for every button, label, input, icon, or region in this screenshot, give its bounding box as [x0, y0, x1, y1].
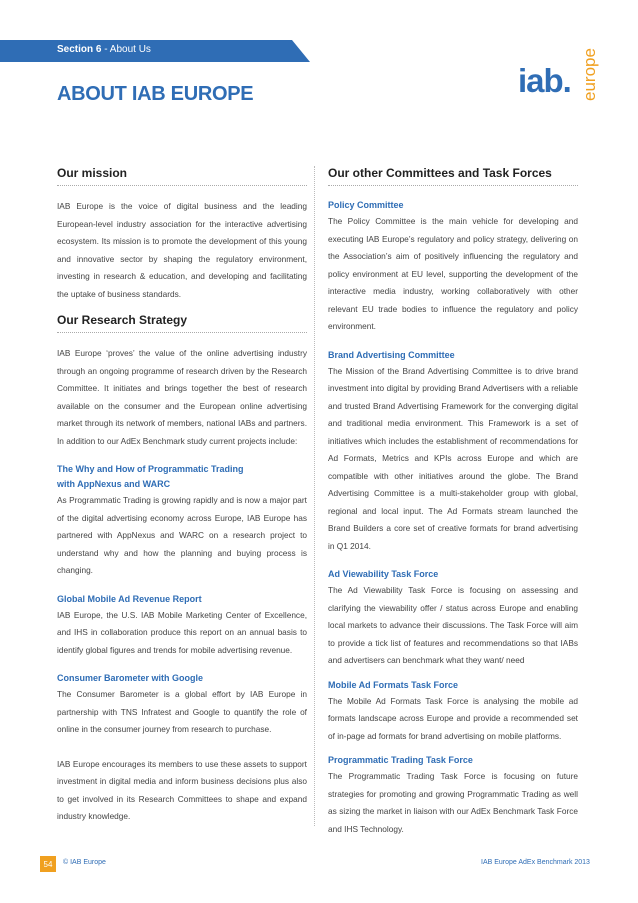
right-column — [328, 166, 578, 838]
committee-title: Ad Viewability Task Force — [328, 569, 439, 579]
research-project — [57, 462, 307, 580]
committee-item — [328, 678, 578, 746]
research-project — [57, 671, 307, 739]
footer-copyright: © IAB Europe — [63, 859, 106, 866]
committee-text: The Policy Committee is the main vehicle for developing and executing IAB Europe’s regulatory and policy strategy, delivering on the Association’s aim of positively influencing the regulatory and policy environment at EU level, supporting the development of the interactive media industry, working collaboratively with other relevant EU trade bodies to influence the regulatory and policy environment. — [328, 216, 578, 331]
section-bar — [0, 40, 310, 62]
section-label — [57, 44, 151, 55]
project-text: IAB Europe, the U.S. IAB Mobile Marketing Center of Excellence, and IHS in collaboration produce this report on an annual basis to identify global figures and trends for mobile advertising revenue. — [57, 609, 307, 655]
research-project — [57, 592, 307, 660]
committees-heading: Our other Committees and Task Forces — [328, 166, 578, 186]
committee-text: The Mobile Ad Formats Task Force is analysing the mobile ad formats landscape across Europe and provide a recommended set of in-page ad formats for brand advertising on mobile platforms. — [328, 695, 578, 741]
page-number: 54 — [40, 856, 56, 872]
project-text: The Consumer Barometer is a global effort by IAB Europe in partnership with TNS Infratest and Google to quantify the role of online in the consumer journey from research to purchase. — [57, 689, 307, 734]
left-column — [57, 166, 307, 826]
committee-text: The Ad Viewability Task Force is focusing on assessing and clarifying the viewability offer / status across Europe and enabling local markets to advance their discussions. The Task Force will aim to provide a tick list of features and recommendations so that IABs and advertisers can benchmark what they want/ need — [328, 585, 578, 665]
footer-publication: IAB Europe AdEx Benchmark 2013 — [481, 859, 590, 866]
section-number: Section 6 — [57, 44, 102, 55]
mission-heading: Our mission — [57, 166, 307, 186]
committee-item — [328, 567, 578, 670]
committee-text: The Programmatic Trading Task Force is focusing on future strategies for promoting and growing Programmatic Trading as well as sizing the market in liaison with our AdEx Benchmark Task Force and IHS Technology. — [328, 771, 578, 834]
committee-item — [328, 753, 578, 838]
committee-title: Policy Committee — [328, 200, 404, 210]
column-divider — [314, 166, 315, 826]
iab-europe-logo — [517, 36, 599, 102]
page-title: ABOUT IAB EUROPE — [57, 83, 254, 105]
project-title: Global Mobile Ad Revenue Report — [57, 593, 202, 604]
committee-text: The Mission of the Brand Advertising Committee is to drive brand investment into digital by providing Brand Advertisers with a reliable and trusted Brand Advertising Framework for the converging digital and traditional media environment. This Framework is a set of initiatives which includes the establishment of recommendations for Ad Formats, Metrics and KPIs across Europe and which are compatible with other initiatives around the globe. The Brand Advertising Committee is a multi-stakeholder group with global, regional and local input. The Ad Formats stream launched the Brand Builders a core set of creative formats for brand advertising in Q1 2014. — [328, 365, 578, 551]
committee-item — [328, 348, 578, 556]
strategy-text: IAB Europe ‘proves’ the value of the online advertising industry through an ongoing programme of research driven by the Research Committee. It initiates and brings together the best of research available on the consumer and the European online advertising market through its network of members, national IABs and partners. In addition to our AdEx Benchmark study current projects include: — [57, 348, 307, 446]
logo-europe-text: europe — [580, 48, 599, 101]
committee-title: Mobile Ad Formats Task Force — [328, 679, 459, 690]
project-title: Consumer Barometer with Google — [57, 673, 204, 683]
project-title: The Why and How of Programmatic Trading — [57, 464, 244, 474]
logo-iab-text: iab. — [518, 62, 571, 99]
project-title-line2: with AppNexus and WARC — [57, 479, 171, 489]
committee-title: Programmatic Trading Task Force — [328, 755, 473, 765]
committee-item — [328, 198, 578, 336]
committee-title: Brand Advertising Committee — [328, 349, 455, 360]
mission-text: IAB Europe is the voice of digital business and the leading European-level industry association for the interactive advertising ecosystem. Its mission is to promote the development of this young and innovative sector by shaping the regulatory environment, investing in research & education, and developing and facilitating the uptake of business standards. — [57, 201, 307, 299]
section-name: - About Us — [101, 44, 151, 55]
project-text: As Programmatic Trading is growing rapidly and is now a major part of the digital advertising economy across Europe, IAB Europe has partnered with AppNexus and WARC on a research project to understand why and how the planning and buying process is changing. — [57, 495, 307, 575]
closing-text: IAB Europe encourages its members to use these assets to support investment in digital media and inform business decisions plus also to get involved in its Research Committees to shape and expand industry knowledge. — [57, 758, 307, 821]
strategy-heading: Our Research Strategy — [57, 313, 307, 333]
